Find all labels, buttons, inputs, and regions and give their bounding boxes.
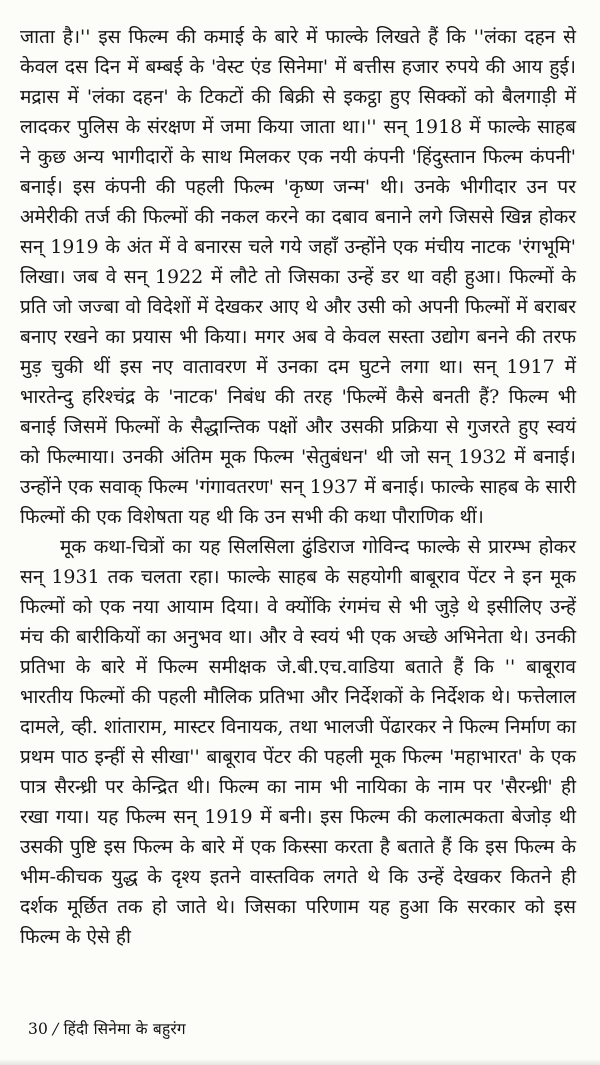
footer-separator: /: [51, 1020, 61, 1038]
paragraph: मूक कथा-चित्रों का यह सिलसिला ढुंडिराज गोविन्द फाल्के से प्रारम्भ होकर सन् 1931 तक चलता रहा। फाल्के साहब के सहयोगी बाबूराव पेंटर ने इन मूक फिल्मों को एक नया आयाम दिया। वे क्योंकि रंगमंच से भी जुड़े थे इसीलिए उन्हें मंच की बारीकियों का अनुभव था। और वे स्वयं भी एक अच्छे अभिनेता थे। उनकी प्रतिभा के बारे में फिल्म समीक्षक जे.बी.एच.वाडिया बताते हैं कि '' बाबूराव भारतीय फिल्मों की पहली मौलिक प्रतिभा और निर्देशकों के निर्देशक थे। फत्तेलाल दामले, व्ही. शांताराम, मास्टर विनायक, तथा भालजी पेंढारकर ने फिल्म निर्माण का प्रथम पाठ इन्हीं से सीखा'' बाबूराव पेंटर की पहली मूक फिल्म 'महाभारत' के एक पात्र सैरन्ध्री पर केन्द्रित थी। फिल्म का नाम भी नायिका के नाम पर 'सैरन्ध्री' ही रखा गया। यह फिल्म सन् 1919 में बनी। इस फिल्म की कलात्मकता बेजोड़ थी उसकी पुष्टि इस फिल्म के बारे में एक किस्सा करता है बताते हैं कि इस फिल्म के भीम-कीचक युद्ध के दृश्य इतने वास्तविक लगते थे कि उन्हें देखकर कितने ही दर्शक मूर्छित तक हो जाते थे। जिसका परिणाम यह हुआ कि सरकार को इस फिल्म के ऐसे ही: [20, 536, 576, 948]
page-number: 30: [28, 1020, 49, 1038]
scan-edge: [0, 1059, 600, 1065]
paragraph-continued: जाता है।'' इस फिल्म की कमाई के बारे में फाल्के लिखते हैं कि ''लंका दहन से केवल दस दिन में बम्बई के 'वेस्ट एंड सिनेमा' में बत्तीस हजार रुपये की आय हुई। मद्रास में 'लंका दहन' के टिकटों की बिक्री से इकट्ठा हुए सिक्कों को बैलगाड़ी में लादकर पुलिस के संरक्षण में जमा किया जाता था।'' सन् 1918 में फाल्के साहब ने कुछ अन्य भागीदारों के साथ मिलकर एक नयी कंपनी 'हिंदुस्तान फिल्म कंपनी' बनाई। इस कंपनी की पहली फिल्म 'कृष्ण जन्म' थी। उनके भीगीदार उन पर अमेरीकी तर्ज की फिल्मों की नकल करने का दबाव बनाने लगे जिससे खिन्न होकर सन् 1919 के अंत में वे बनारस चले गये जहाँ उन्होंने एक मंचीय नाटक 'रंगभूमि' लिखा। जब वे सन् 1922 में लौटे तो जिसका उन्हें डर था वही हुआ। फिल्मों के प्रति जो जज्बा वो विदेशों में देखकर आए थे और उसी को अपनी फिल्मों में बराबर बनाए रखने का प्रयास भी किया। मगर अब वे केवल सस्ता उद्योग बनने की तरफ मुड़ चुकी थीं इस नए वातावरण में उनका दम घुटने लगा था। सन् 1917 में भारतेन्दु हरिश्चंद्र के 'नाटक' निबंध की तरह 'फिल्में कैसे बनती हैं? फिल्म भी बनाई जिसमें फिल्मों के सैद्धान्तिक पक्षों और उसकी प्रक्रिया से गुजरते हुए स्वयं को फिल्माया। उनकी अंतिम मूक फिल्म 'सेतुबंधन' थी जो सन् 1932 में बनाई। उन्होंने एक सवाक् फिल्म 'गंगावतरण' सन् 1937 में बनाई। फाल्के साहब के सारी फिल्मों की एक विशेषता यह थी कि उन सभी की कथा पौराणिक थीं।: [20, 26, 576, 528]
book-title: हिंदी सिनेमा के बहुरंग: [63, 1020, 186, 1038]
page-footer: [28, 1017, 186, 1039]
